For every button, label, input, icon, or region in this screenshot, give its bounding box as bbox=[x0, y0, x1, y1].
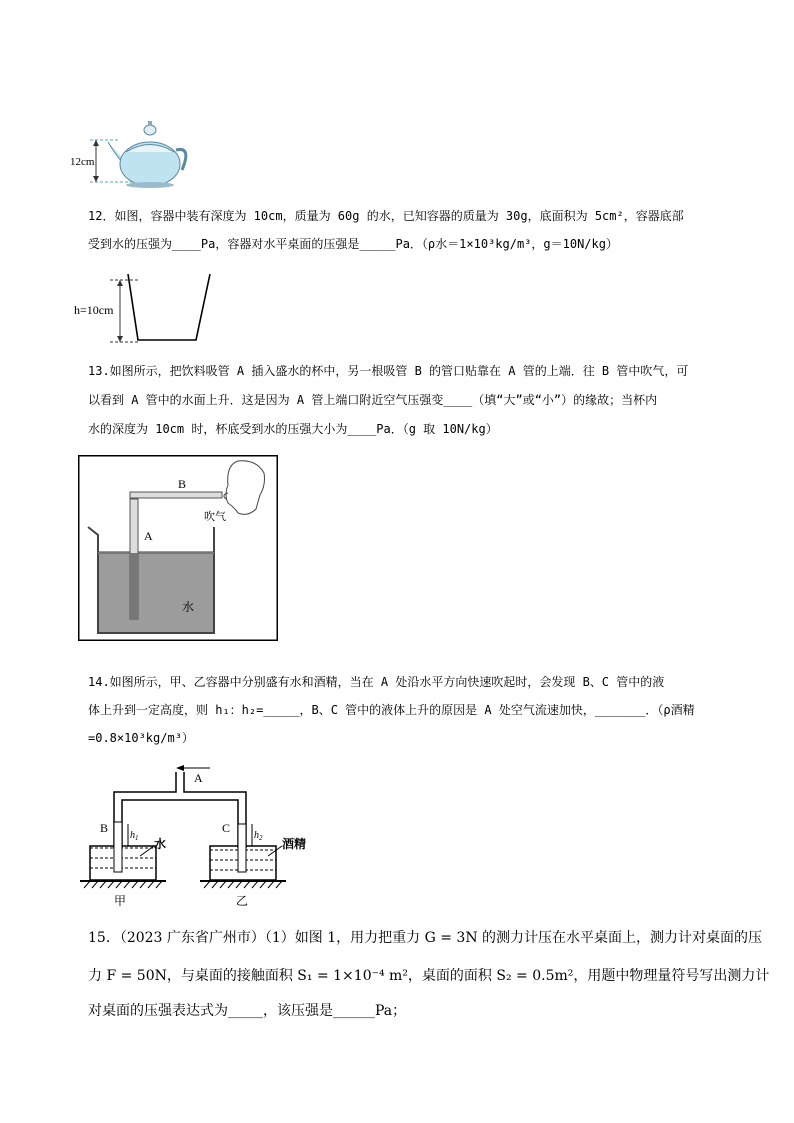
question-12-line-2: 受到水的压强为____Pa，容器对水平桌面的压强是_____Pa．（ρ水＝1×10³kg/m³，g＝10N/kg） bbox=[88, 237, 618, 251]
label-water: 水 bbox=[154, 837, 167, 851]
teapot-height-label: 12cm bbox=[70, 156, 95, 168]
tube-b-label: B bbox=[178, 477, 187, 491]
water-label: 水 bbox=[182, 600, 195, 614]
containers-figure bbox=[76, 760, 326, 908]
question-14-line-3: =0.8×10³kg/m³） bbox=[88, 731, 194, 745]
question-15-line-1: 15．（2023 广东省广州市）（1）如图 1，用力把重力 G = 3N 的测力计压在水平桌面上，测力计对桌面的压 bbox=[88, 930, 763, 946]
question-15-line-3: 对桌面的压强表达式为_____，该压强是______Pa； bbox=[88, 1003, 407, 1019]
label-h2: $h_2$ bbox=[254, 830, 263, 842]
cup-height-label: h=10cm bbox=[74, 303, 114, 317]
question-14-line-1: 14.如图所示，甲、乙容器中分别盛有水和酒精，当在 A 处沿水平方向快速吹起时，会发现 B、C 管中的液 bbox=[88, 675, 665, 689]
label-alcohol: 酒精 bbox=[282, 837, 307, 851]
question-14-line-2: 体上升到一定高度，则 h₁：h₂=_____，B、C 管中的液体上升的原因是 A 处空气流速加快，_______．（ρ酒精 bbox=[88, 703, 695, 717]
question-13-line-3: 水的深度为 10cm 时，杯底受到水的压强大小为____Pa．（g 取 10N/kg） bbox=[88, 422, 498, 436]
label-yi: 乙 bbox=[236, 894, 249, 908]
question-15-line-2: 力 F = 50N，与桌面的接触面积 S₁ = 1×10⁻⁴ m²，桌面的面积 S₂ = 0.5m²，用题中物理量符号写出测力计 bbox=[88, 968, 770, 984]
question-13-line-1: 13.如图所示，把饮料吸管 A 插入盛水的杯中，另一根吸管 B 的管口贴靠在 A 管的上端．往 B 管中吹气，可 bbox=[88, 364, 689, 378]
blow-label: 吹气 bbox=[204, 511, 226, 523]
label-c: C bbox=[222, 821, 231, 835]
question-12-line-1: 12．如图，容器中装有深度为 10cm，质量为 60g 的水，已知容器的质量为 30g，底面积为 5cm²，容器底部 bbox=[88, 209, 684, 223]
label-b: B bbox=[100, 821, 109, 835]
label-a: A bbox=[194, 771, 203, 785]
beaker-figure bbox=[78, 455, 278, 641]
label-jia: 甲 bbox=[114, 894, 127, 908]
label-h1: $h_1$ bbox=[130, 830, 139, 842]
teapot-figure bbox=[68, 112, 193, 190]
tube-a-label: A bbox=[144, 529, 153, 543]
question-13-line-2: 以看到 A 管中的水面上升．这是因为 A 管上端口附近空气压强变____（填“大”或“小”）的缘故；当杯内 bbox=[88, 393, 658, 407]
cup-figure bbox=[72, 272, 222, 348]
